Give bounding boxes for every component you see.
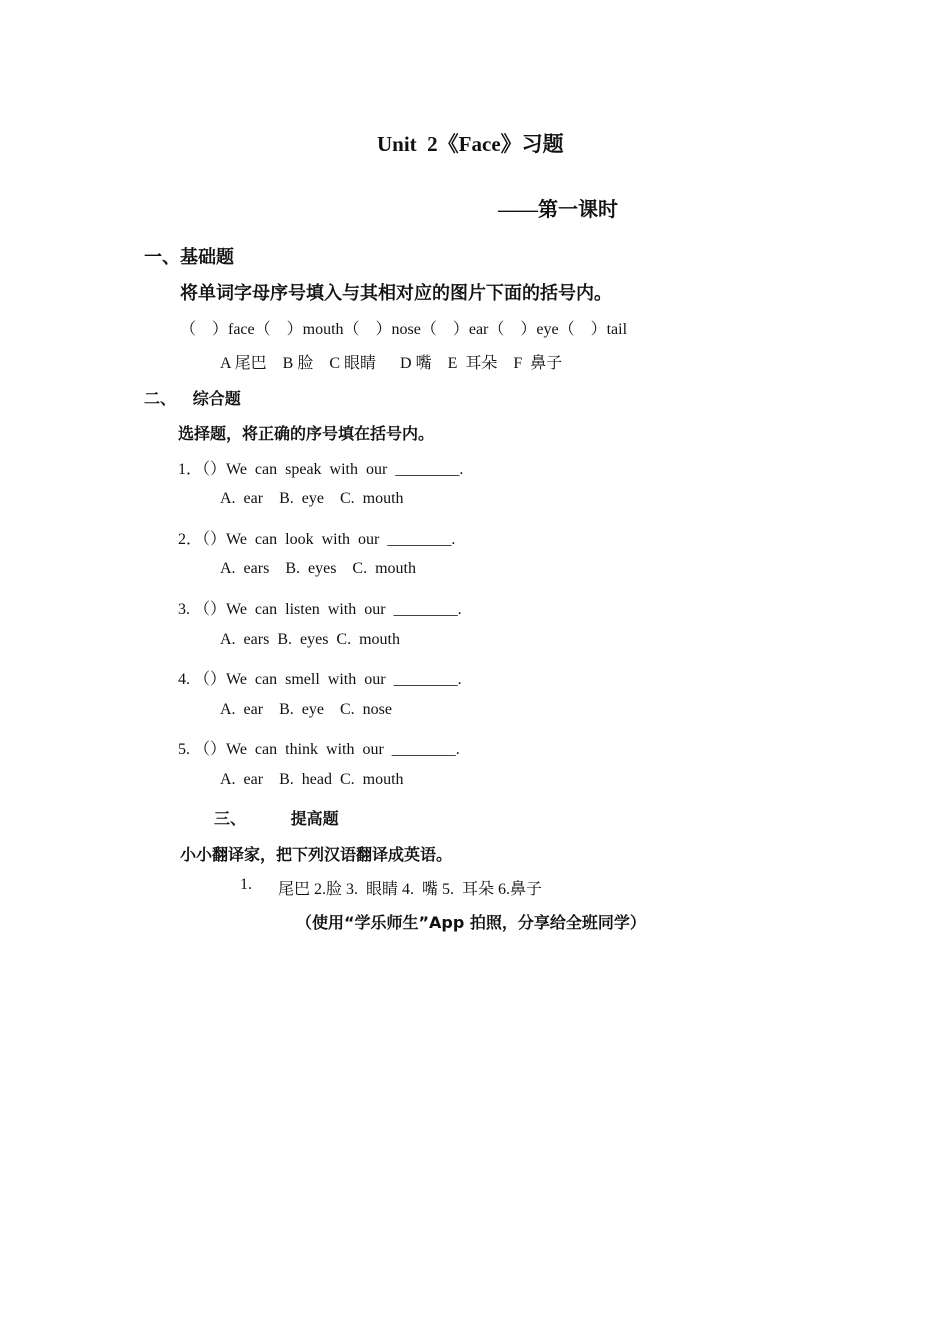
footer-note: （使用“学乐师生”App 拍照，分享给全班同学） xyxy=(296,913,646,932)
section-1-instruction: 将单词字母序号填入与其相对应的图片下面的括号内。 xyxy=(180,283,612,304)
matching-words-line: （ ）face（ ）mouth（ ）nose（ ）ear（ ）eye（ ）tail xyxy=(180,321,628,338)
translation-item-number: 1. xyxy=(240,876,252,893)
section-3-heading: 三、 提高题 xyxy=(214,809,339,828)
question-5-options: A. ear B. head C. mouth xyxy=(220,771,404,788)
section-2-heading: 二、 综合题 xyxy=(144,389,241,408)
question-1-options: A. ear B. eye C. mouth xyxy=(220,490,404,507)
question-2: 2．（）We can look with our ________. xyxy=(178,531,456,548)
page-subtitle: ——第一课时 xyxy=(498,199,618,221)
matching-options-line: A 尾巴 B 脸 C 眼睛 D 嘴 E 耳朵 F 鼻子 xyxy=(220,355,563,372)
question-3-options: A. ears B. eyes C. mouth xyxy=(220,631,400,648)
question-4-options: A. ear B. eye C. nose xyxy=(220,701,392,718)
section-1-heading: 一、基础题 xyxy=(144,247,234,268)
translation-items: 尾巴 2.脸 3. 眼睛 4. 嘴 5. 耳朵 6.鼻子 xyxy=(278,881,543,898)
question-5: 5. （）We can think with our ________. xyxy=(178,741,460,758)
question-4: 4. （）We can smell with our ________. xyxy=(178,671,462,688)
question-2-options: A. ears B. eyes C. mouth xyxy=(220,560,416,577)
section-2-instruction: 选择题，将正确的序号填在括号内。 xyxy=(178,424,435,443)
question-1: 1．（）We can speak with our ________. xyxy=(178,461,464,478)
question-3: 3. （）We can listen with our ________. xyxy=(178,601,462,618)
section-3-instruction: 小小翻译家，把下列汉语翻译成英语。 xyxy=(180,845,453,864)
page-title: Unit 2《Face》习题 xyxy=(377,132,564,156)
